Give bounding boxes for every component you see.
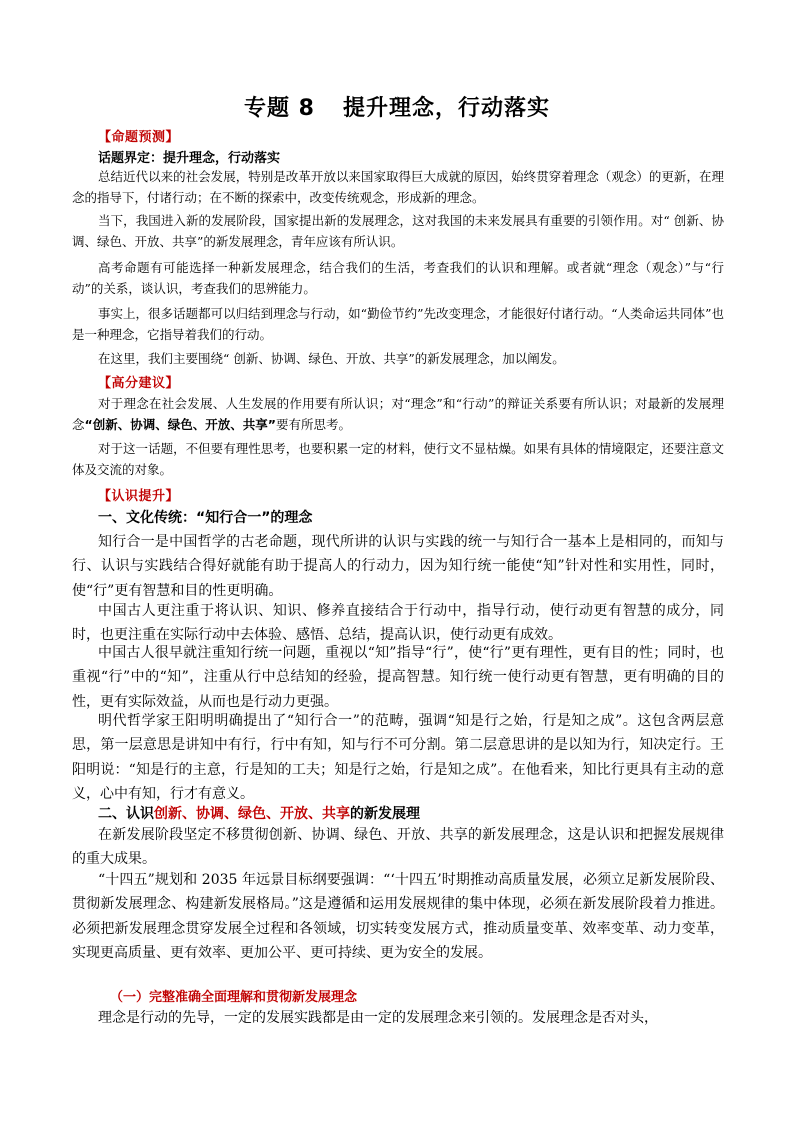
- section-tag-prediction: 【命题预测】: [98, 130, 180, 145]
- five-concepts: 创新、协调、绿色、开放、共享: [154, 806, 350, 822]
- paragraph: 对于这一话题，不但要有理性思考，也要积累一定的材料，使行文不显枯燥。如果有具体的情境限定，还要注意文体及交流的对象。: [72, 441, 724, 477]
- paragraph: 对于理念在社会发展、人生发展的作用要有所认识；对“理念”和“行动”的辩证关系要有所认识；对最新的发展理念“创新、协调、绿色、开放、共享”要有所思考。: [72, 396, 724, 432]
- heading-1: 一、文化传统：“知行合一”的理念: [98, 510, 313, 526]
- section-tag-advice: 【高分建议】: [98, 376, 180, 391]
- paragraph: 事实上，很多话题都可以归结到理念与行动，如“勤俭节约”先改变理念，才能很好付诸行动。“人类命运共同体”也是一种理念，它指导着我们的行动。: [72, 306, 724, 342]
- paragraph: 在新发展阶段坚定不移贯彻创新、协调、绿色、开放、共享的新发展理念，这是认识和把握发展规律的重大成果。: [72, 827, 724, 868]
- subheading: （一）完整准确全面理解和贯彻新发展理念: [110, 990, 358, 1005]
- heading-2: 二、认识创新、协调、绿色、开放、共享的新发展理: [98, 806, 420, 822]
- paragraph: 中国古人很早就注重知行统一问题，重视以“知”指导“行”，使“行”更有理性，更有目的性；同时，也重视“行”中的“知”，注重从行中总结知的经验，提高智慧。知行统一使行动更有智慧，更有明确的目的性，更有实际效益，从而也是行动力更强。: [72, 645, 724, 710]
- topic-number: 专题 8: [244, 96, 315, 121]
- paragraph: 明代哲学家王阳明明确提出了“知行合一”的范畴，强调“知是行之始，行是知之成”。这包含两层意思，第一层意思是讲知中有行，行中有知，知与行不可分割。第二层意思讲的是以知为行，知决定行。王阳明说：“知是行的主意，行是知的工夫；知是行之始，行是知之成”。在他看来，知比行更具有主动的意义，心中有知，行才有意义。: [72, 713, 724, 802]
- paragraph: 知行合一是中国哲学的古老命题，现代所讲的认识与实践的统一与知行合一基本上是相同的，而知与行、认识与实践结合得好就能有助于提高人的行动力，因为知行统一能使“知”针对性和实用性，同时，使“行”更有智慧和目的性更明确。: [72, 534, 724, 599]
- paragraph: 高考命题有可能选择一种新发展理念，结合我们的生活，考查我们的认识和理解。或者就“理念（观念）”与“行动”的关系，谈认识，考查我们的思辨能力。: [72, 260, 724, 296]
- topic-definition: 话题界定：提升理念，行动落实: [98, 151, 281, 166]
- paragraph: 中国古人更注重于将认识、知识、修养直接结合于行动中，指导行动，使行动更有智慧的成分，同时，也更注重在实际行动中去体验、感悟、总结，提高认识，使行动更有成效。: [72, 603, 724, 644]
- section-tag-insight: 【认识提升】: [98, 489, 180, 504]
- topic-title: 提升理念，行动落实: [342, 96, 550, 121]
- paragraph: 当下，我国进入新的发展阶段，国家提出新的发展理念，这对我国的未来发展具有重要的引领作用。对“ 创新、协调、绿色、开放、共享”的新发展理念，青年应该有所认识。: [72, 213, 724, 249]
- paragraph: 在这里，我们主要围绕“ 创新、协调、绿色、开放、共享”的新发展理念，加以阐发。: [98, 351, 565, 366]
- paragraph: “十四五”规划和 2035 年远景目标纲要强调：“‘十四五’时期推动高质量发展，必须立足新发展阶段、贯彻新发展理念、构建新发展格局。”这是遵循和运用发展规律的集中体现，必须在新发展阶段着力推进。必须把新发展理念贯穿发展全过程和各领域，切实转变发展方式，推动质量变革、效率变革、动力变革，实现更高质量、更有效率、更加公平、更可持续、更为安全的发展。: [72, 872, 724, 961]
- key-concepts: “创新、协调、绿色、开放、共享”: [84, 417, 276, 432]
- page-title: [0, 91, 794, 122]
- paragraph: 总结近代以来的社会发展，特别是改革开放以来国家取得巨大成就的原因，始终贯穿着理念（观念）的更新，在理念的指导下，付诸行动；在不断的探索中，改变传统观念，形成新的理念。: [72, 169, 724, 205]
- paragraph: 理念是行动的先导，一定的发展实践都是由一定的发展理念来引领的。发展理念是否对头，: [98, 1010, 658, 1026]
